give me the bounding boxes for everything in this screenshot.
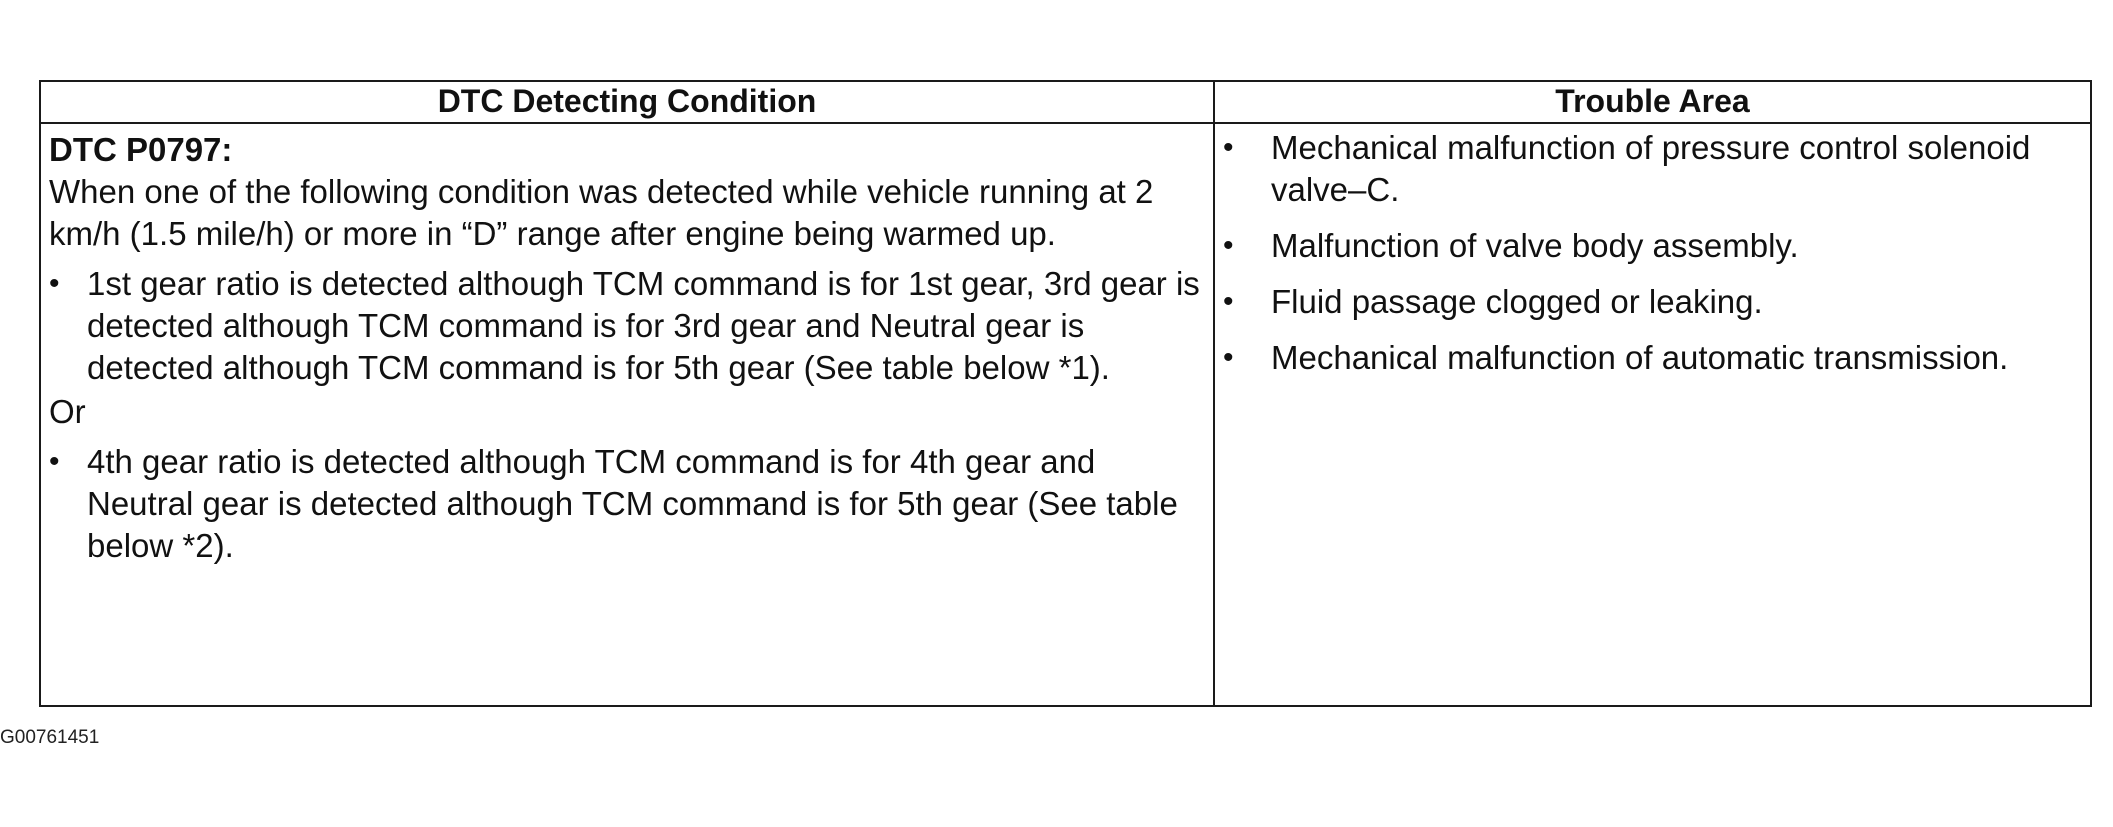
condition-bullet-2-text: 4th gear ratio is detected although TCM command is for 4th gear and Neutral gear is detected although TCM command is for 5th gear (See table below *2). [87, 443, 1178, 564]
condition-or: Or [49, 393, 86, 430]
trouble-area-list [1223, 127, 2082, 379]
condition-bullet-1 [49, 263, 1205, 389]
bullet-icon: • [1223, 285, 1234, 318]
trouble-area-item-text: Malfunction of valve body assembly. [1271, 227, 1799, 264]
figure-reference-code: G00761451 [0, 727, 100, 748]
trouble-area-item-text: Mechanical malfunction of pressure control solenoid valve–C. [1271, 129, 2031, 208]
header-dtc-detecting-condition: DTC Detecting Condition [40, 81, 1214, 123]
condition-intro: When one of the following condition was detected while vehicle running at 2 km/h (1.5 mile/h) or more in “D” range after engine being warmed up. [49, 173, 1154, 252]
trouble-area-item-text: Fluid passage clogged or leaking. [1271, 283, 1763, 320]
condition-bullet-1-text: 1st gear ratio is detected although TCM command is for 1st gear, 3rd gear is detected although TCM command is for 3rd gear and Neutral gear is detected although TCM command is for 5th gear (See table below *1). [87, 265, 1200, 386]
bullet-icon: • [1223, 131, 1234, 164]
trouble-area-item [1223, 127, 2082, 211]
trouble-area-item [1223, 225, 2082, 267]
bullet-icon: • [1223, 229, 1234, 262]
trouble-area-item [1223, 337, 2082, 379]
trouble-area-item-text: Mechanical malfunction of automatic transmission. [1271, 339, 2009, 376]
condition-bullet-2 [49, 441, 1205, 567]
bullet-icon: • [49, 267, 60, 300]
trouble-area-item [1223, 281, 2082, 323]
trouble-area-cell [1214, 123, 2091, 706]
condition-cell [40, 123, 1214, 706]
table-header-row [40, 81, 2091, 123]
header-trouble-area: Trouble Area [1214, 81, 2091, 123]
dtc-table [39, 80, 2092, 707]
dtc-code: DTC P0797: [49, 131, 233, 168]
bullet-icon: • [1223, 341, 1234, 374]
bullet-icon: • [49, 445, 60, 478]
table-row [40, 123, 2091, 706]
